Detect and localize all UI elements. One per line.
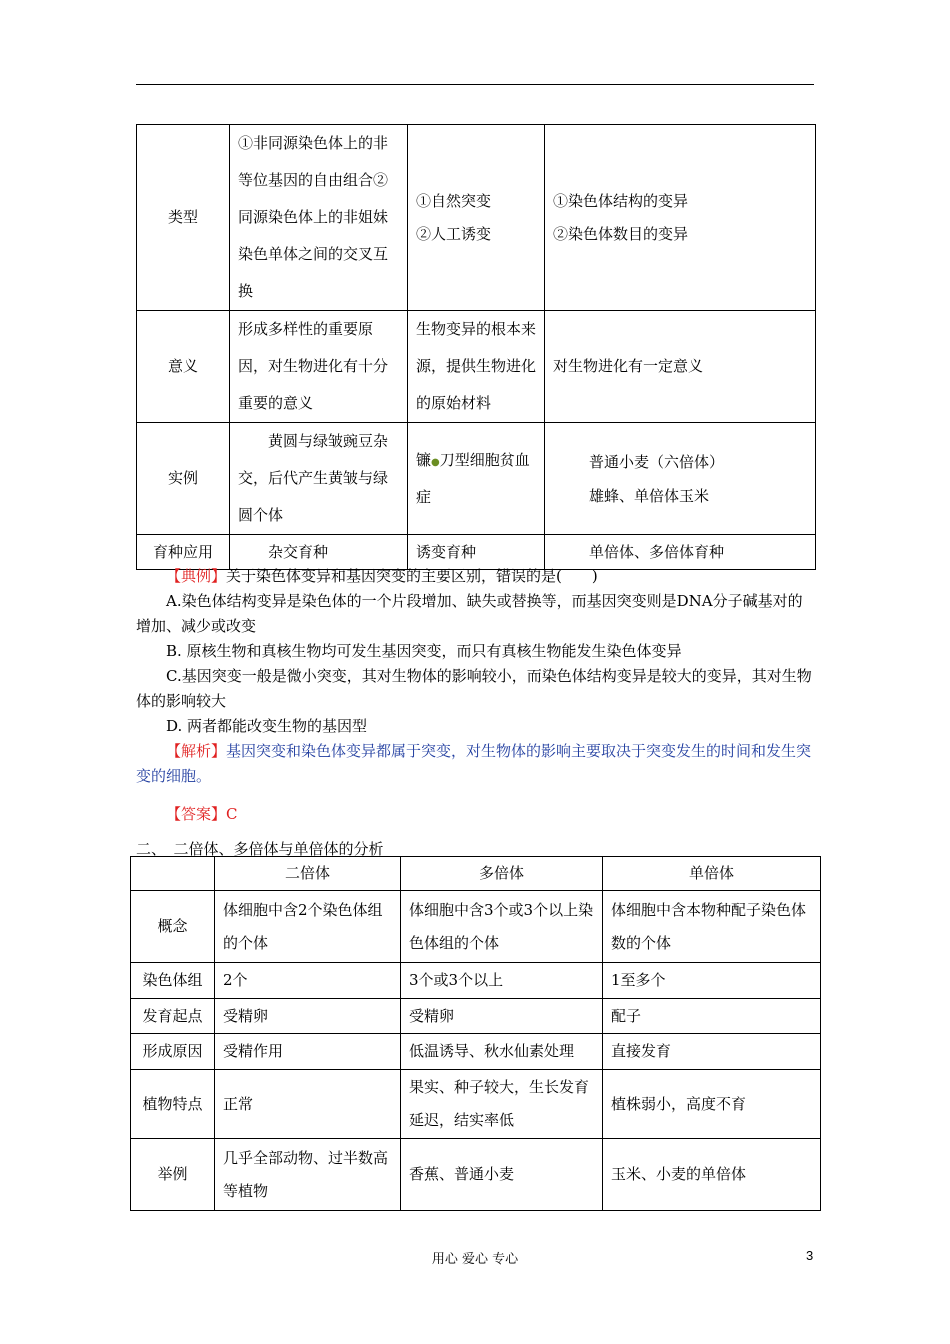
table-cell: 单倍体、多倍体育种 [545, 535, 816, 570]
mutation-comparison-table [136, 124, 816, 570]
table-cell: 受精卵 [215, 999, 401, 1034]
table-cell: 果实、种子较大，生长发育延迟，结实率低 [401, 1070, 603, 1139]
cell-line: ②人工诱变 [416, 224, 492, 243]
table-row [131, 1139, 821, 1211]
table-row [131, 891, 821, 963]
table-row [131, 1034, 821, 1070]
ploidy-comparison-table [130, 856, 821, 1211]
analysis [136, 739, 816, 789]
row-label: 概念 [131, 891, 215, 963]
table-cell: 杂交育种 [230, 535, 408, 570]
analysis-text: 基因突变和染色体变异都属于突变，对生物体的影响主要取决于突变发生的时间和发生突变的细胞。 [136, 742, 812, 785]
table-cell: 体细胞中含3个或3个以上染色体组的个体 [401, 891, 603, 963]
table-cell: 受精作用 [215, 1034, 401, 1070]
table-cell: 几乎全部动物、过半数高等植物 [215, 1139, 401, 1211]
table-cell: 1至多个 [603, 963, 821, 999]
table-cell [408, 423, 545, 535]
header-cell: 单倍体 [603, 857, 821, 891]
table-cell: 3个或3个以上 [401, 963, 603, 999]
table-cell: 2个 [215, 963, 401, 999]
table-row [131, 999, 821, 1034]
table-cell: ①非同源染色体上的非等位基因的自由组合②同源染色体上的非姐妹染色单体之间的交叉互换 [230, 125, 408, 311]
table-cell: 形成多样性的重要原因，对生物进化有十分重要的意义 [230, 311, 408, 423]
table-cell: 受精卵 [401, 999, 603, 1034]
option-a: A.染色体结构变异是染色体的一个片段增加、缺失或替换等，而基因突变则是DNA分子碱基对的增加、减少或改变 [136, 592, 803, 635]
table-cell: 直接发育 [603, 1034, 821, 1070]
page-number: 3 [806, 1248, 814, 1263]
question-text: 关于染色体变异和基因突变的主要区别，错误的是( ) [226, 567, 598, 585]
answer-tag: 【答案】 [166, 805, 227, 823]
row-label: 发育起点 [131, 999, 215, 1034]
cell-text: 刀型细胞贫血症 [416, 451, 530, 506]
header-rule [136, 84, 814, 85]
table-cell: 体细胞中含本物种配子染色体数的个体 [603, 891, 821, 963]
table-cell: 体细胞中含2个染色体组的个体 [215, 891, 401, 963]
table-row [131, 963, 821, 999]
table-cell: 植株弱小，高度不育 [603, 1070, 821, 1139]
row-label: 举例 [131, 1139, 215, 1211]
table-cell [408, 125, 545, 311]
example-question [136, 564, 816, 589]
section-title: 二、 二倍体、多倍体与单倍体的分析 [136, 840, 384, 858]
table-row [137, 125, 816, 311]
header-cell [131, 857, 215, 891]
table-cell: 玉米、小麦的单倍体 [603, 1139, 821, 1211]
table-cell: 配子 [603, 999, 821, 1034]
table-row [131, 1070, 821, 1139]
table-row [137, 311, 816, 423]
table-row [137, 423, 816, 535]
header-cell: 多倍体 [401, 857, 603, 891]
table-cell: 诱变育种 [408, 535, 545, 570]
footer-slogan: 用心 爱心 专心 [431, 1252, 519, 1267]
cell-line: ①自然突变 [416, 191, 492, 210]
table-cell: 香蕉、普通小麦 [401, 1139, 603, 1211]
option-c: C.基因突变一般是微小突变，其对生物体的影响较小，而染色体结构变异是较大的变异，其对生物体的影响较大 [136, 667, 812, 710]
cell-text: 镰 [416, 451, 432, 469]
table-cell [545, 423, 816, 535]
cell-line: ①染色体结构的变异 [553, 191, 689, 210]
cell-line: 雄蜂、单倍体玉米 [589, 486, 710, 505]
row-label: 形成原因 [131, 1034, 215, 1070]
answer [136, 802, 816, 827]
table-header-row [131, 857, 821, 891]
table-cell: 正常 [215, 1070, 401, 1139]
cell-line: 普通小麦（六倍体） [589, 452, 725, 471]
row-label: 实例 [137, 423, 230, 535]
bullet-icon: ● [431, 457, 440, 468]
example-section [136, 564, 816, 862]
row-label: 类型 [137, 125, 230, 311]
row-label: 染色体组 [131, 963, 215, 999]
option-b: B. 原核生物和真核生物均可发生基因突变，而只有真核生物能发生染色体变异 [166, 642, 682, 660]
row-label: 植物特点 [131, 1070, 215, 1139]
table-cell: 生物变异的根本来源，提供生物进化的原始材料 [408, 311, 545, 423]
table-cell: 对生物进化有一定意义 [545, 311, 816, 423]
table-cell: 黄圆与绿皱豌豆杂交，后代产生黄皱与绿圆个体 [230, 423, 408, 535]
option-d: D. 两者都能改变生物的基因型 [166, 717, 368, 735]
example-tag: 【典例】 [166, 567, 227, 585]
cell-line: ②染色体数目的变异 [553, 224, 689, 243]
header-cell: 二倍体 [215, 857, 401, 891]
row-label: 意义 [137, 311, 230, 423]
table-cell: 低温诱导、秋水仙素处理 [401, 1034, 603, 1070]
answer-text: C [226, 805, 238, 823]
row-label: 育种应用 [137, 535, 230, 570]
analysis-tag: 【解析】 [166, 742, 227, 760]
table-cell [545, 125, 816, 311]
